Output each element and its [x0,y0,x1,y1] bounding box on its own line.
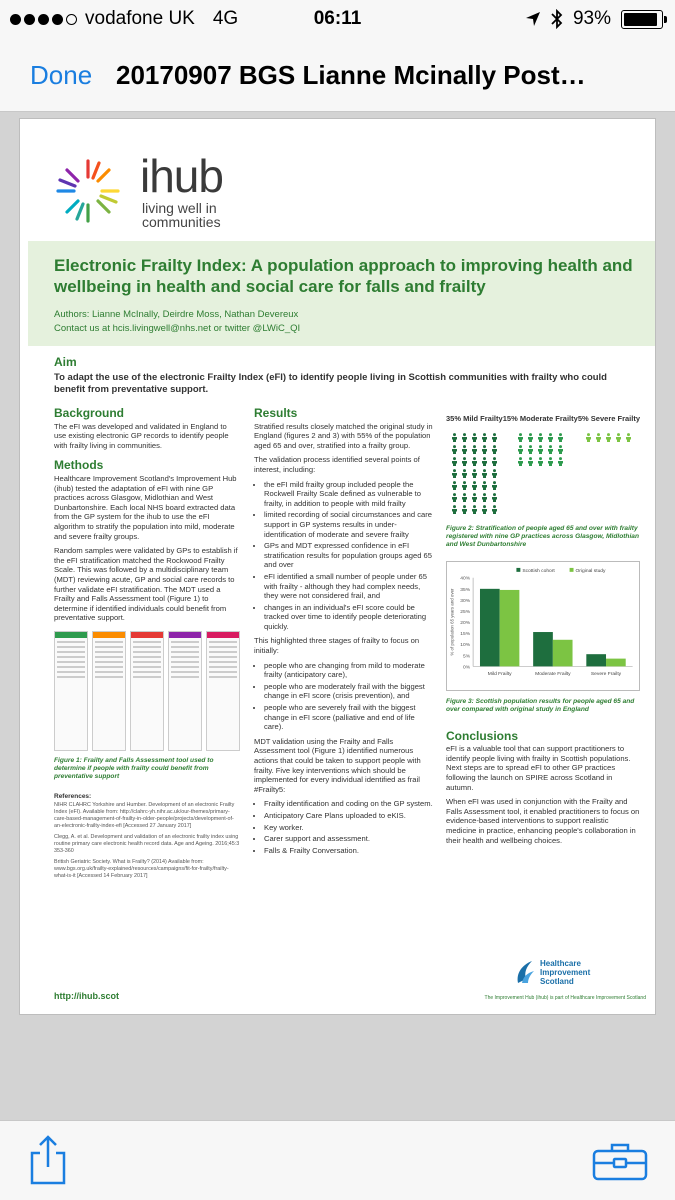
tool-panel [54,631,88,751]
aim-heading: Aim [54,355,77,369]
x-tick-label: Severe Frailty [590,672,622,678]
person-icon [460,481,468,492]
person-icon [460,469,468,480]
figure-1-assessment-tool [54,631,240,751]
clock: 06:11 [313,8,362,29]
battery-icon [621,10,663,29]
list-item: • people who are changing from mild to moderate frailty (anticipatory care), [264,661,434,680]
bar-scottish-cohort [480,589,500,667]
ihub-starburst-icon [46,149,130,233]
person-icon [470,493,478,504]
toolbox-icon[interactable] [592,1141,648,1181]
person-icon [460,493,468,504]
person-icon [526,457,534,468]
footnote: The Improvement Hub (ihub) is part of Healthcare Improvement Scotland [484,995,646,1001]
person-icon [480,481,488,492]
person-icon [490,433,498,444]
person-icon [470,469,478,480]
y-tick-label: 35% [460,587,471,593]
logo-tagline [142,201,221,229]
person-icon [450,457,458,468]
tool-panel [206,631,240,751]
y-tick-label: 0% [463,665,471,671]
person-icon [516,433,524,444]
list-item: • GPs and MDT expressed confidence in eFI stratification results for population groups aged 65 and over [264,541,434,570]
figure-3-bar-chart [446,561,640,691]
y-tick-label: 15% [460,632,471,638]
x-tick-label: Mild Frailty [487,672,512,678]
list-item: • Frailty identification and coding on the GP system. [264,799,434,809]
person-icon [470,457,478,468]
person-icon [460,433,468,444]
results-paragraph: This highlighted three stages of frailty to focus on initially: [254,636,420,656]
person-icon [526,433,534,444]
person-grid [578,433,640,444]
tool-panel [168,631,202,751]
list-item: • limited recording of social circumstances and care support in GP systems results in under-identification of moderate and severe frailty [264,510,434,539]
person-icon [450,433,458,444]
bar-original-study [606,659,626,667]
bluetooth-icon [551,9,563,29]
results-paragraph: Stratified results closely matched the original study in England (figures 2 and 3) with 55% of the population aged 65 and over, stratified into a frailty group. [254,421,433,450]
done-button[interactable]: Done [30,60,93,90]
person-icon [585,433,593,444]
group-label: 5% Severe Frailty [577,414,640,423]
person-icon [480,493,488,504]
conclusions-paragraph: When eFI was used in conjunction with the Frailty and Falls Assessment tool, it enabled practitioners to focus on evidence-based interventions to support realistic medicine in practice, enhancing people's collaboration in their health and wellbeing choices. [446,797,640,845]
person-icon [490,481,498,492]
carrier-name: vodafone UK [85,8,195,29]
results-heading: Results [254,406,298,420]
y-tick-label: 30% [460,598,471,604]
legend-label: Original study [575,568,606,574]
tool-panel [92,631,126,751]
person-icon [480,457,488,468]
person-icon [556,457,564,468]
person-icon [536,433,544,444]
conclusions-heading: Conclusions [446,728,519,743]
person-icon [490,493,498,504]
references-heading: References: [54,792,92,800]
findings-list [254,480,434,632]
reference-item: NIHR CLAHRC Yorkshire and Humber. Development of an electronic Frailty Index (eFI). Available from: http://clahrc-yh.nihr.ac.uk/our-themes/primary-care-based-management-of-frailty-in-older-people/projects/development-of-an-electronic-frailty-index-efi [Accessed 27 January 2017] [54,801,235,829]
reference-item: British Geriatric Society. What is Frailty? (2014) Available from: www.bgs.org.uk/frailty-explained/resources/campaigns/fit-for-frailty/frailty-what-is-it [Accessed 14 February 2017] [54,858,229,879]
person-icon [536,457,544,468]
frailty-group-mild [446,415,503,525]
his-logo-line: Healthcare [540,959,581,968]
column-middle [254,406,434,860]
bar-scottish-cohort [533,632,553,666]
person-icon [516,445,524,456]
list-item: • Falls & Frailty Conversation. [264,846,434,856]
legend-swatch [516,568,520,572]
person-icon [480,505,488,516]
person-icon [450,445,458,456]
reference-item: Clegg, A. et al. Development and validation of an electronic frailty index using routine primary care electronic health record data. Age and Ageing. 2016;45:3 353-360 [54,833,240,854]
person-icon [460,457,468,468]
background-heading: Background [54,406,125,420]
list-item: • eFI identified a small number of people under 65 with frailty - although they had complex needs, they were not considered frail, and [264,572,434,601]
tool-panel [130,631,164,751]
logo-tagline-line: living well in [142,200,217,216]
person-icon [526,445,534,456]
logo-tagline-line: communities [142,214,221,230]
person-icon [480,469,488,480]
legend-label: Scottish cohort [522,568,555,574]
list-item: • changes in an individual's eFI score could be tracked over time to identify people deteriorating quickly. [264,603,434,632]
ihub-url: http://ihub.scot [54,991,119,1001]
list-item: • Key worker. [264,823,434,833]
list-item: • Carer support and assessment. [264,834,434,844]
person-icon [460,445,468,456]
x-tick-label: Moderate Frailty [535,672,571,678]
results-paragraph: The validation process identified several points of interest, including: [254,455,420,474]
person-icon [625,433,633,444]
bar-scottish-cohort [586,654,606,666]
interventions-list [254,799,434,855]
group-label: 35% Mild Frailty [446,414,503,423]
person-icon [536,445,544,456]
person-icon [470,433,478,444]
status-right [525,8,663,30]
person-icon [450,493,458,504]
person-icon [615,433,623,444]
conclusions-paragraph: eFI is a valuable tool that can support practitioners to identify people living with frailty in Scottish populations. Next steps are to spread eFI to other GP practices following the launch on SPIRE across Scotland in autumn. [446,744,631,792]
battery-percent: 93% [572,8,611,29]
figure-3-caption: Figure 3: Scottish population results for people aged 65 and over compared with original study in England [446,697,635,713]
references [54,793,240,880]
title-banner [28,241,656,346]
person-icon [490,505,498,516]
person-icon [470,481,478,492]
his-mark-icon [514,959,536,985]
location-arrow-icon [525,11,541,27]
figure-2-stratification [446,415,640,525]
figure-2-caption: Figure 2: Stratification of people aged 65 and over with frailty registered with nine GP practices across Glasgow, Midlothian and West Dunbartonshire [446,525,639,548]
ihub-logo [46,149,246,229]
methods-paragraph: Random samples were validated by GPs to establish if the eFI stratification matched the Rockwood Frailty Scale. This was followed by a multidisciplinary team (MDT) reviewing acute, GP and social care records to further validate eFI stratification. The MDT used a Frailty and Falls Assessment tool (Figure 1) to determine if identified individuals could benefit from preventative support. [54,546,238,623]
person-icon [556,433,564,444]
group-label: 15% Moderate Frailty [502,414,578,423]
aim-text: To adapt the use of the electronic Frailty Index (eFI) to identify people living in Scottish communities with frailty who could benefit from preventative support. [54,372,607,395]
aim-section [54,355,634,396]
bar-original-study [500,590,520,666]
status-bar [0,0,675,40]
y-tick-label: 20% [460,621,471,627]
logo-wordmark: ihub [140,150,223,202]
y-tick-label: 25% [460,609,471,615]
column-right [446,415,640,850]
person-icon [490,445,498,456]
person-icon [480,433,488,444]
person-icon [546,433,554,444]
network-type: 4G [212,8,239,29]
poster-page [19,118,656,1015]
person-icon [546,445,554,456]
list-item: • people who are moderately frail with the biggest change in eFI score (crisis prevention), and [264,682,434,701]
contact-line: Contact us at hcis.livingwell@nhs.net or twitter @LWiC_QI [54,323,301,334]
his-logo [540,959,630,986]
methods-heading: Methods [54,458,104,473]
column-left [54,406,240,884]
person-icon [595,433,603,444]
person-icon [516,457,524,468]
list-item: • people who are severely frail with the biggest change in eFI score (palliative and end of life care). [264,703,434,732]
person-icon [480,445,488,456]
person-icon [460,505,468,516]
person-icon [450,469,458,480]
figure-1-caption: Figure 1: Frailty and Falls Assessment tool used to determine if people with frailty could benefit from preventative support [54,756,214,780]
his-logo-line: Improvement [540,968,591,977]
results-paragraph: MDT validation using the Frailty and Falls Assessment tool (Figure 1) identified numerous actions that could be taken to support people with frailty. Five key interventions which should be implemented for every individual identified as frail #Frailty5: [254,736,421,794]
y-tick-label: 40% [460,576,471,582]
person-icon [450,505,458,516]
methods-paragraph: Healthcare Improvement Scotland's Improvement Hub (ihub) tested the adaptation of eFI with nine GP practices across Glasgow, Midlothian and West Dunbartonshire. Each local NHS board extracted data from the GP system for the ihub to use the eFI algorithm to stratify the population into mild, moderate and severe frailty groups. [54,473,237,541]
person-icon [490,457,498,468]
conclusions-section [446,728,640,846]
y-tick-label: 5% [463,654,471,660]
frailty-group-moderate [503,415,578,525]
background-text: The eFI was developed and validated in England to use existing electronic GP records to identify people with frailty living in communities. [54,421,229,450]
y-tick-label: 10% [460,643,471,649]
person-icon [556,445,564,456]
document-viewport[interactable] [0,112,675,1120]
person-grid [446,433,503,516]
navigation-bar [0,40,675,112]
person-icon [605,433,613,444]
share-icon[interactable] [26,1133,70,1187]
bottom-toolbar [0,1120,675,1200]
person-icon [470,505,478,516]
person-icon [490,469,498,480]
his-logo-line: Scotland [540,977,574,986]
person-icon [546,457,554,468]
bar-original-study [553,640,573,667]
person-icon [470,445,478,456]
person-grid [503,433,578,468]
poster-headline: Electronic Frailty Index: A population approach to improving health and wellbeing in health and social care for falls and frailty [54,256,633,296]
document-title: 20170907 BGS Lianne Mcinally Post… [116,60,586,90]
frailty-group-severe [578,415,640,525]
person-icon [450,481,458,492]
authors-line: Authors: Lianne McInally, Deirdre Moss, Nathan Devereux [54,309,299,320]
stages-list [254,661,434,732]
legend-swatch [570,568,574,572]
list-item: • the eFI mild frailty group included people the Rockwell Frailty Scale defined as vulnerable to frailty, in addition to people with mild frailty [264,480,434,509]
list-item: • Anticipatory Care Plans uploaded to eKIS. [264,811,434,821]
y-axis-label: % of population 65 years and over [449,588,455,656]
